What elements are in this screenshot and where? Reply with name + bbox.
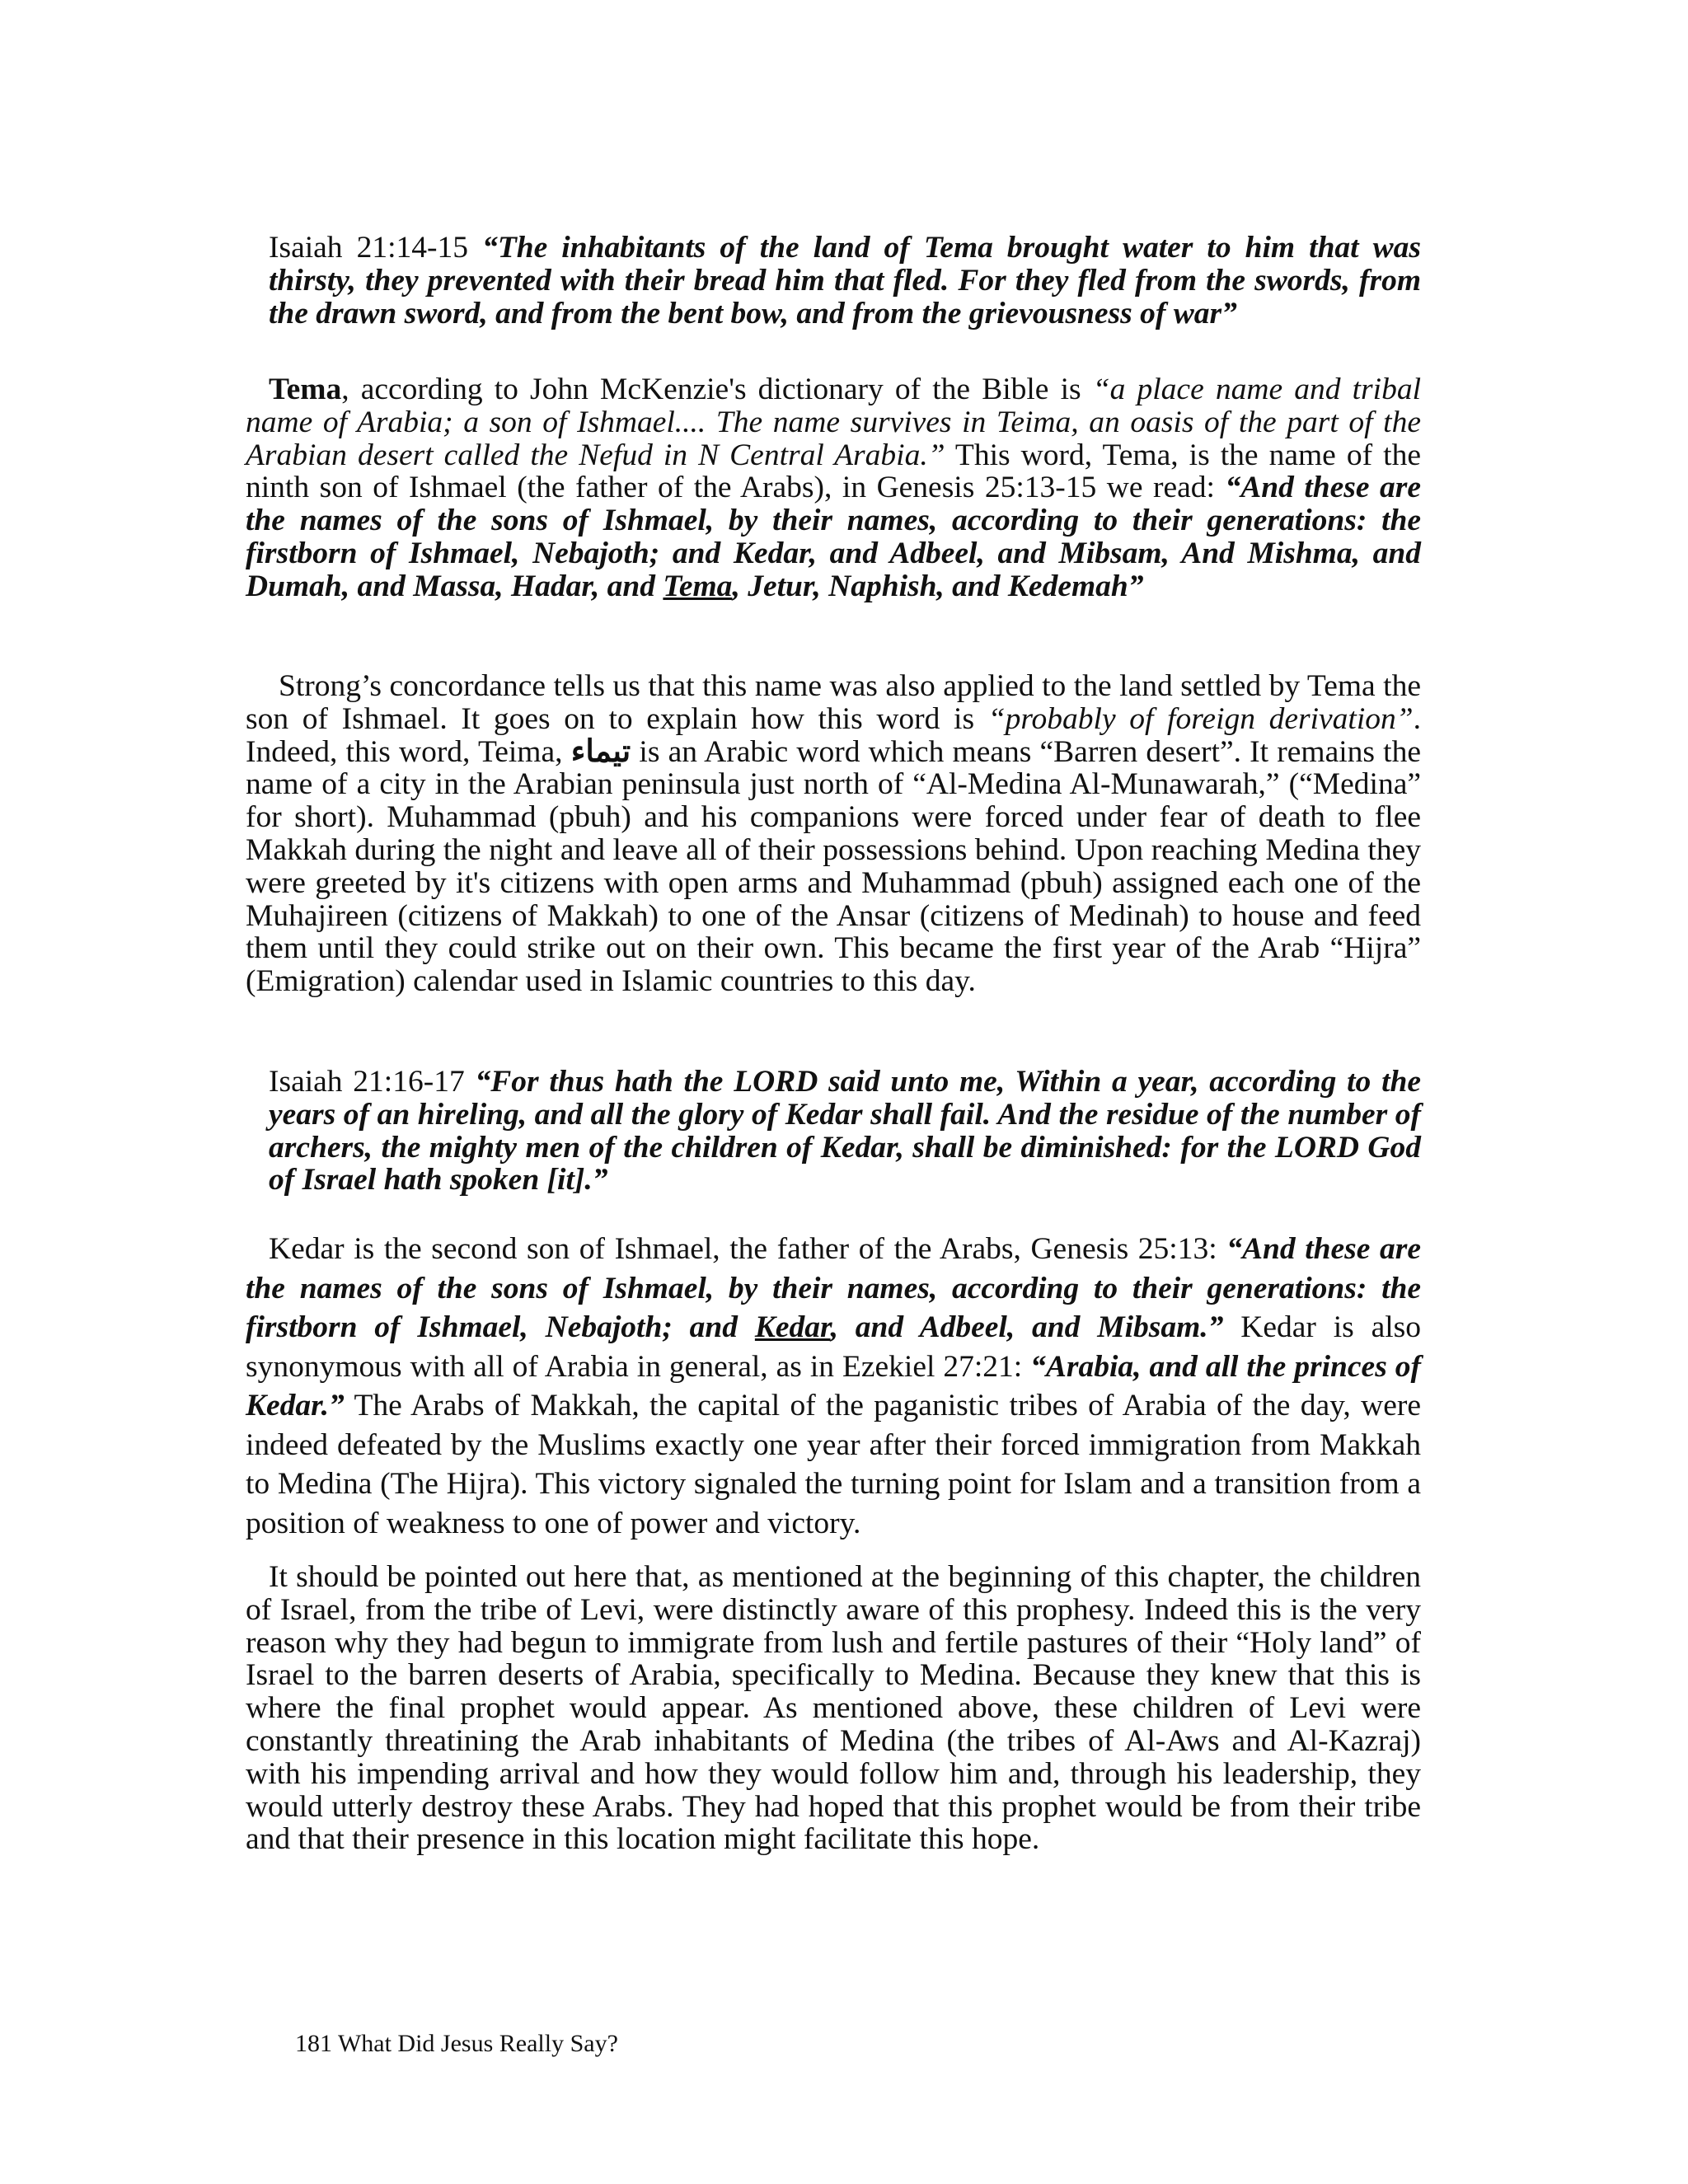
term-tema: Tema — [269, 373, 342, 406]
underlined-kedar: Kedar — [754, 1310, 831, 1344]
text-run: Kedar is the second son of Ishmael, the father of the Arabs, Genesis 25:13: — [269, 1232, 1227, 1266]
quote-run: “And these are the names of the sons of Ishmael, by their names, according to their generations: the firstborn of Ishmael, Nebajoth; and — [246, 1232, 1422, 1344]
levi-paragraph — [246, 1561, 1421, 1856]
dictionary-quote: “a place name and tribal name of Arabia; a son of Ishmael.... The name survives in Teima, an oasis of the part of the Arabian desert called the Nefud in N Central Arabia.” — [246, 373, 1421, 472]
tema-paragraph — [246, 373, 1421, 603]
kedar-paragraph — [246, 1230, 1421, 1543]
isaiah-21-14-quote-block — [269, 232, 1421, 330]
verse-quote: “For thus hath the LORD said unto me, Within a year, according to the years of an hireling, and all the glory of Kedar shall fail. And the residue of the number of archers, the mighty men of the children of Kedar, shall be diminished: for the LORD God of Israel hath spoken [it].” — [269, 1065, 1421, 1197]
isaiah-21-16-quote-block — [269, 1066, 1421, 1197]
text-run: The Arabs of Makkah, the capital of the paganistic tribes of Arabia of the day, were indeed defeated by the Muslims exactly one year after their forced immigration from Makkah to Medina (The Hijra). This victory signaled the turning point for Islam and a transition from a position of weakness to one of power and victory. — [246, 1389, 1421, 1540]
quote-run: “And these are the names of the sons of Ishmael, by their names, according to their generations: the firstborn of Ishmael, Nebajoth; and Kedar, and Adbeel, and Mibsam, And Mishma, and Dumah, and Massa, Hadar, and — [246, 471, 1421, 603]
text-run: Kedar is also synonymous with all of Arabia in general, as in Ezekiel 27:21: — [246, 1310, 1421, 1384]
verse-reference: Isaiah 21:16-17 — [269, 1065, 465, 1099]
arabic-word-teima: تيماء — [570, 734, 631, 769]
text-run: is an Arabic word which means “Barren desert”. It remains the name of a city in the Arabian peninsula just north of “Al-Medina Al-Munawarah,” (“Medina” for short). Muhammad (pbuh) and his companions were forced under fear of death to flee Makkah during the night and leave all of their possessions behind. Upon reaching Medina they were greeted by it's citizens with open arms and Muhammad (pbuh) assigned each one of the Muhajireen (citizens of Makkah) to one of the Ansar (citizens of Medinah) to house and feed them until they could strike out on their own. This became the first year of the Arab “Hijra” (Emigration) calendar used in Islamic countries to this day. — [246, 734, 1421, 999]
quote-run: , and Adbeel, and Mibsam.” — [830, 1310, 1224, 1344]
strongs-paragraph — [246, 670, 1421, 998]
page-footer: 181 What Did Jesus Really Say? — [295, 2030, 618, 2057]
underlined-tema: Tema — [663, 569, 733, 603]
quote-run: , Jetur, Naphish, and Kedemah” — [732, 569, 1144, 603]
text-run: This word, Tema, is the name of the ninth son of Ishmael (the father of the Arabs), in Genesis 25:13-15 we read: — [246, 438, 1421, 505]
text-run: It should be pointed out here that, as mentioned at the beginning of this chapter, the children of Israel, from the tribe of Levi, were distinctly aware of this prophesy. Indeed this is the very reason why they had begun to immigrate from lush and fertile pastures of their “Holy land” of Israel to the barren deserts of Arabia, specifically to Medina. Because they knew that this is where the final prophet would appear. As mentioned above, these children of Levi were constantly threatining the Arab inhabitants of Medina (the tribes of Al-Aws and Al-Kazraj) with his impending arrival and how they would follow him and, through his leadership, they would utterly destroy these Arabs. They had hoped that this prophet would be from their tribe and that their presence in this location might facilitate this hope. — [246, 1560, 1421, 1857]
text-run: . Indeed, this word, Teima, — [246, 701, 1422, 769]
ezekiel-quote: “Arabia, and all the princes of Kedar.” — [246, 1349, 1421, 1422]
verse-reference: Isaiah 21:14-15 — [269, 231, 469, 265]
foreign-derivation-quote: “probably of foreign derivation” — [987, 701, 1414, 736]
text-run: Strong’s concordance tells us that this name was also applied to the land settled by Tema the son of Ishmael. It goes on to explain how this word is — [246, 669, 1421, 736]
verse-quote: “The inhabitants of the land of Tema brought water to him that was thirsty, they prevented with their bread him that fled. For they fled from the swords, from the drawn sword, and from the bent bow, and from the grievousness of war” — [269, 231, 1422, 330]
text-run: , according to John McKenzie's dictionary of the Bible is — [341, 373, 1093, 406]
